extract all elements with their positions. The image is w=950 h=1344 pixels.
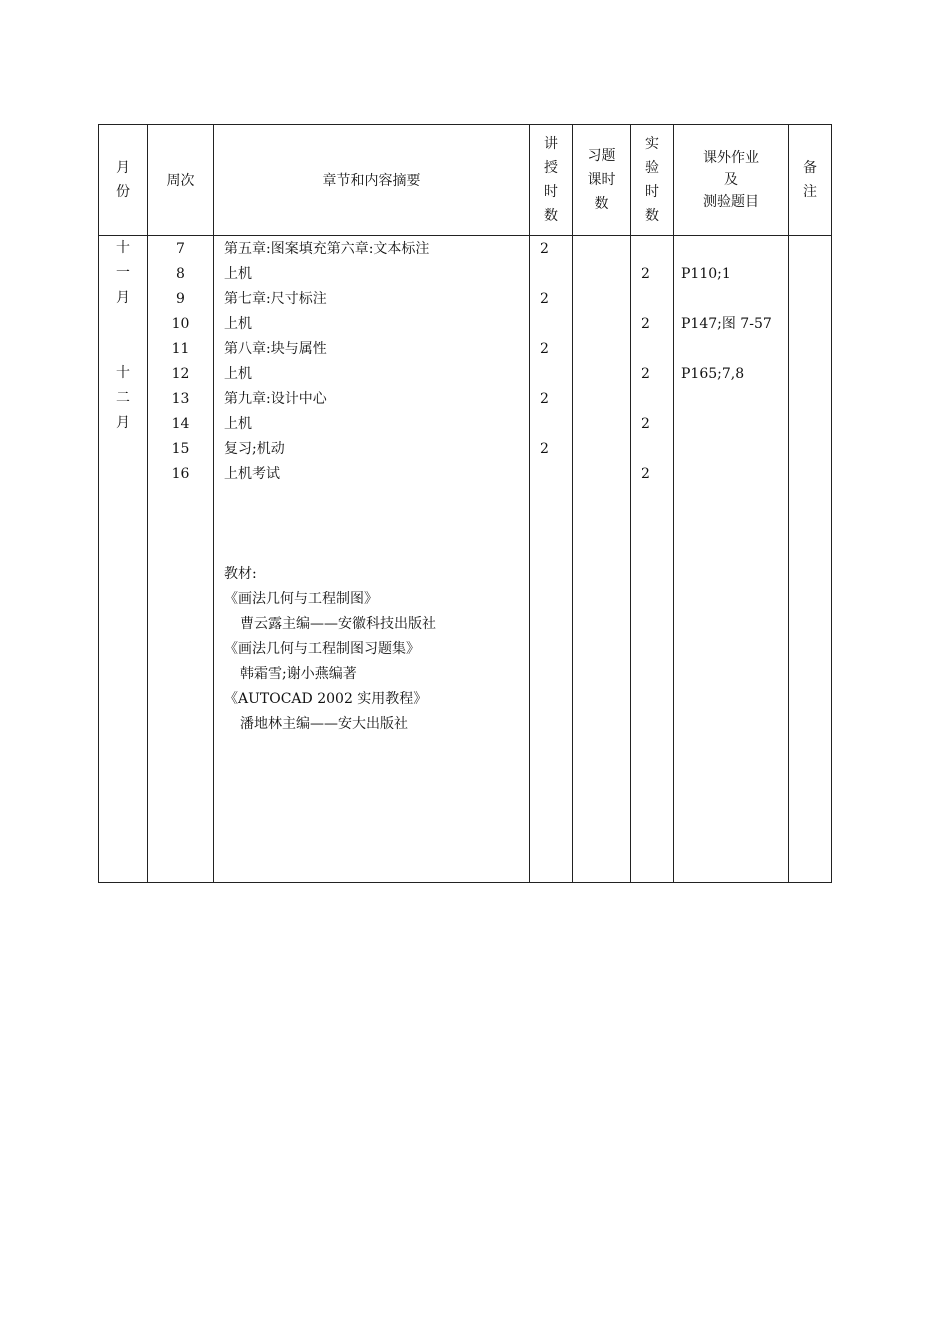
month-char: 一 [116, 265, 130, 281]
week-cell [148, 236, 214, 883]
week-number: 9 [176, 291, 185, 307]
header-week: 周次 [148, 125, 214, 236]
header-exercise-hours: 习题 课时 数 [573, 125, 631, 236]
week-number: 13 [171, 391, 190, 407]
lecture-hours [540, 412, 572, 437]
textbook-title: 《AUTOCAD 2002 实用教程》 [224, 691, 428, 707]
lab-hours: 2 [641, 366, 650, 382]
lecture-hours: 2 [540, 241, 549, 257]
textbook-author: 曹云露主编——安徽科技出版社 [240, 616, 436, 632]
homework-item [681, 437, 788, 462]
lab-hours: 2 [641, 316, 650, 332]
header-lab-hours: 实 验 时 数 [631, 125, 674, 236]
content-line: 第八章:块与属性 [224, 341, 327, 357]
month-char: 二 [116, 390, 130, 406]
lab-hours [641, 237, 673, 262]
lecture-hours: 2 [540, 341, 549, 357]
homework-item: P147;图 7-57 [681, 316, 772, 332]
week-number: 15 [171, 441, 190, 457]
header-content: 章节和内容摘要 [214, 125, 530, 236]
lab-hours: 2 [641, 416, 650, 432]
month-char: 月 [116, 415, 130, 431]
lab-hours: 2 [641, 266, 650, 282]
header-lecture-hours: 讲 授 时 数 [530, 125, 573, 236]
month-char: 十 [116, 365, 130, 381]
textbook-author: 潘地林主编——安大出版社 [240, 716, 408, 732]
homework-item [681, 237, 788, 262]
week-number: 12 [171, 366, 190, 382]
content-cell [214, 236, 530, 883]
homework-item [681, 387, 788, 412]
header-row [99, 125, 832, 236]
homework-item [681, 287, 788, 312]
lab-hours [641, 287, 673, 312]
content-line: 复习;机动 [224, 441, 285, 457]
lecture-hours: 2 [540, 291, 549, 307]
month-char [99, 311, 147, 336]
lecture-hours-cell [530, 236, 573, 883]
lab-hours [641, 337, 673, 362]
lab-hours: 2 [641, 466, 650, 482]
month-char: 月 [116, 290, 130, 306]
content-line: 上机 [224, 366, 252, 382]
lecture-hours [540, 462, 572, 487]
lecture-hours [540, 312, 572, 337]
textbook-author: 韩霜雪;谢小燕编著 [240, 666, 357, 682]
month-char: 十 [116, 240, 130, 256]
lab-hours [641, 387, 673, 412]
week-number: 11 [171, 341, 190, 357]
week-number: 8 [176, 266, 185, 282]
week-number: 7 [176, 241, 185, 257]
exercise-hours-cell [573, 236, 631, 883]
homework-item [681, 462, 788, 487]
lecture-hours [540, 362, 572, 387]
homework-item: P110;1 [681, 266, 731, 282]
homework-item [681, 337, 788, 362]
header-month: 月 份 [99, 125, 148, 236]
textbook-title: 《画法几何与工程制图》 [224, 591, 378, 607]
remark-cell [789, 236, 832, 883]
content-line: 上机考试 [224, 466, 280, 482]
month-cell [99, 236, 148, 883]
body-row [99, 236, 832, 883]
homework-item [681, 412, 788, 437]
textbook-label: 教材: [224, 566, 257, 582]
textbook-title: 《画法几何与工程制图习题集》 [224, 641, 420, 657]
lecture-hours: 2 [540, 391, 549, 407]
lecture-hours [540, 262, 572, 287]
content-line: 第九章:设计中心 [224, 391, 327, 407]
content-line: 上机 [224, 416, 252, 432]
lab-hours-cell [631, 236, 674, 883]
header-homework: 课外作业 及 测验题目 [674, 125, 789, 236]
header-remark: 备 注 [789, 125, 832, 236]
lecture-hours: 2 [540, 441, 549, 457]
homework-cell [674, 236, 789, 883]
week-number: 14 [171, 416, 190, 432]
week-number: 10 [171, 316, 190, 332]
content-line: 第七章:尺寸标注 [224, 291, 327, 307]
schedule-table [98, 124, 832, 883]
textbook-list [224, 562, 529, 737]
lab-hours [641, 437, 673, 462]
content-line: 第五章:图案填充第六章:文本标注 [224, 241, 430, 257]
homework-item: P165;7,8 [681, 366, 745, 382]
content-line: 上机 [224, 266, 252, 282]
month-char [99, 336, 147, 361]
week-number: 16 [171, 466, 190, 482]
content-line: 上机 [224, 316, 252, 332]
